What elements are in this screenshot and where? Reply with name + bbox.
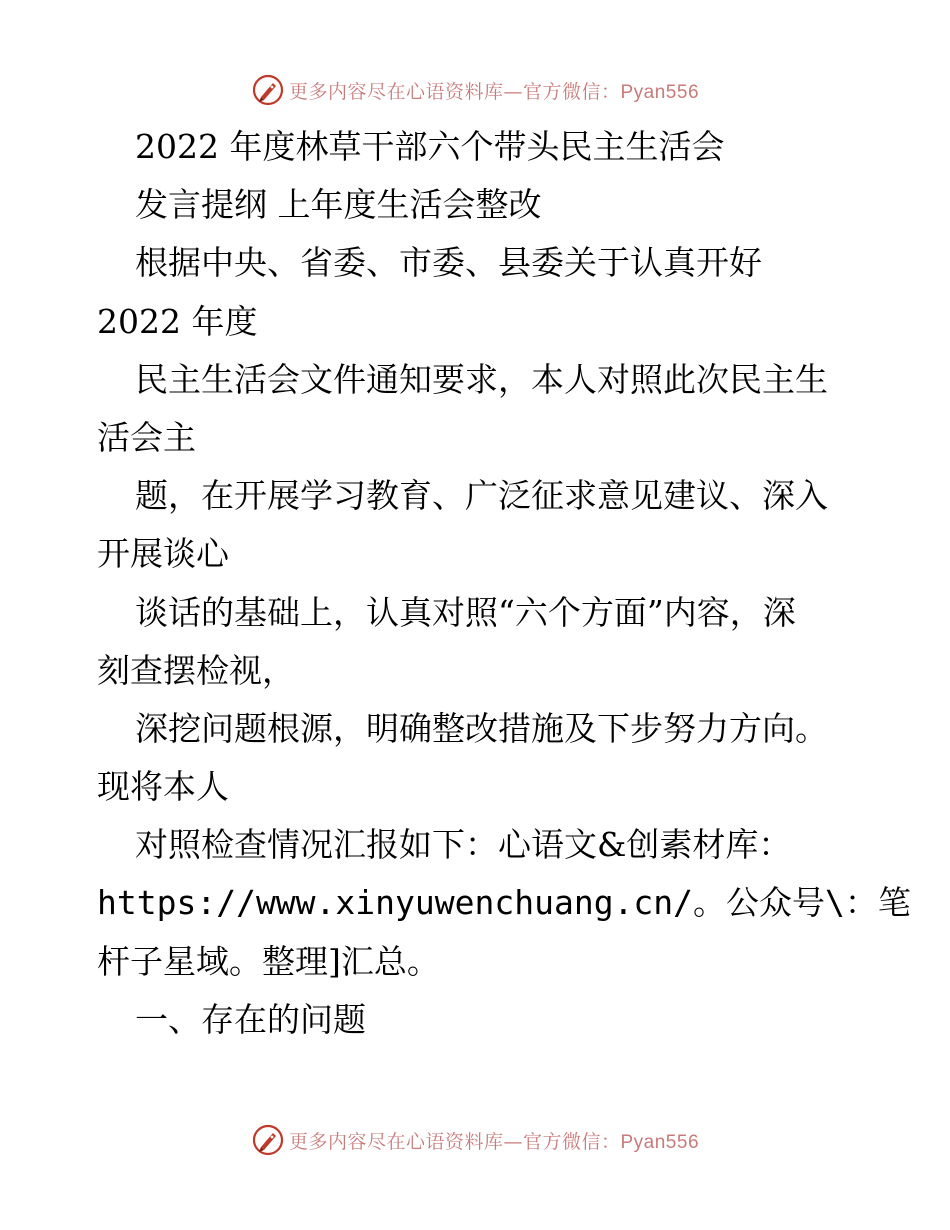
- footer-watermark-text: 更多内容尽在心语资料库—官方微信：Pyan556: [288, 1130, 700, 1153]
- doc-line: 发言提纲 上年度生活会整改: [135, 185, 542, 225]
- doc-line: 开展谈心: [97, 534, 229, 574]
- pen-nib-logo-icon: [251, 1123, 285, 1157]
- doc-line: 2022 年度林草干部六个带头民主生活会: [135, 127, 725, 166]
- document-body: [97, 118, 911, 1049]
- doc-line: 题，在开展学习教育、广泛征求意见建议、深入: [135, 476, 828, 516]
- header-watermark-banner: [0, 70, 950, 110]
- doc-line: 刻查摆检视，: [97, 650, 295, 690]
- section-heading: 一、存在的问题: [135, 999, 366, 1039]
- doc-line: 对照检查情况汇报如下：心语文&创素材库：: [135, 825, 792, 865]
- doc-line: 谈话的基础上，认真对照“六个方面”内容，深: [135, 592, 796, 632]
- doc-line: 2022 年度: [97, 301, 258, 341]
- doc-line: 深挖问题根源，明确整改措施及下步努力方向。: [135, 708, 828, 748]
- pen-nib-logo-icon: [251, 73, 285, 107]
- doc-line: 活会主: [97, 417, 196, 457]
- doc-line-url: https://www.xinyuwenchuang.cn/。公众号\：笔: [97, 883, 911, 923]
- doc-line: 杆子星域。整理]汇总。: [97, 941, 440, 981]
- footer-watermark-banner: [0, 1120, 950, 1160]
- doc-line: 民主生活会文件通知要求，本人对照此次民主生: [135, 359, 828, 399]
- doc-line: 根据中央、省委、市委、县委关于认真开好: [135, 243, 762, 283]
- doc-line: 现将本人: [97, 767, 229, 807]
- header-watermark-text: 更多内容尽在心语资料库—官方微信：Pyan556: [288, 80, 700, 103]
